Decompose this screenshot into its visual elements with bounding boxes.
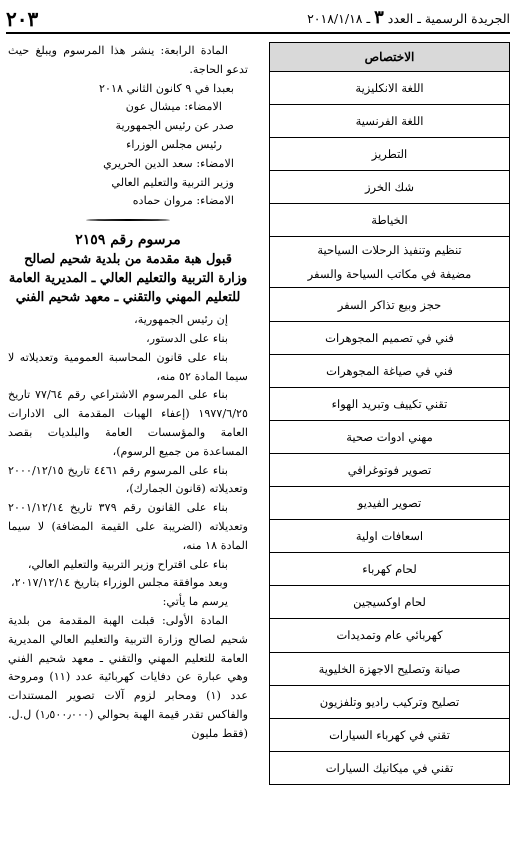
article-four: المادة الرابعة: ينشر هذا المرسوم ويبلغ حيث تدعو الحاجة. <box>8 44 248 76</box>
pm-signature: الامضاء: سعد الدين الحريري <box>103 156 234 170</box>
president-signature: الامضاء: ميشال عون <box>125 100 222 114</box>
date-line: بعبدا في ٩ كانون الثاني ٢٠١٨ <box>99 81 234 95</box>
table-row: لحام كهرباء <box>270 553 510 586</box>
paragraph: وبعد موافقة مجلس الوزراء بتاريخ ٢٠١٧/١٢/١٤، <box>11 576 228 590</box>
pm-title: رئيس مجلس الوزراء <box>126 137 222 151</box>
table-row: تصوير الفيديو <box>270 487 510 520</box>
table-row: الخياطة <box>270 204 510 237</box>
row-line: مضيفة في مكاتب السياحة والسفر <box>307 267 472 282</box>
separator <box>8 215 248 225</box>
decree-heading <box>8 231 248 307</box>
paragraph: بناء على اقتراح وزير التربية والتعليم العالي، <box>27 557 228 571</box>
journal-title <box>307 7 510 32</box>
paragraph: بناء على المرسوم الاشتراعي رقم ٧٧/٦٤ تاريخ ١٩٧٧/٦/٢٥ (إعفاء الهبات المقدمة الى الادارات العامة والمؤسسات العامة والبلديات بقصد المساعدة من جميع الرسوم)، <box>8 388 248 458</box>
table-row: تقني في كهرباء السيارات <box>270 718 510 751</box>
table-row: شك الخرز <box>270 171 510 204</box>
table-row: حجز وبيع تذاكر السفر <box>270 288 510 321</box>
table-row: اللغة الانكليزية <box>270 72 510 105</box>
journal-name: الجريدة الرسمية ـ العدد <box>387 11 510 26</box>
issue-date: ـ ٢٠١٨/١/١٨ <box>307 11 371 26</box>
table-header: الاختصاص <box>270 43 510 72</box>
table-row: تصوير فوتوغرافي <box>270 453 510 486</box>
article-one: المادة الأولى: قبلت الهبة المقدمة من بلدية شحيم لصالح وزارة التربية والتعليم العالي المديرية العامة للتعليم المهني والتقني ـ معهد شحيم الفني وهي عبارة عن دفايات كهربائية عدد (١١) ومروحة عدد (١) ومحابر لزوم آلات تصوير المستندات والفاكس تقدر قيمة الهبة بحوالي (١٫٥٠٠٫٠٠٠) ل.ل. (فقط مليون <box>8 613 249 740</box>
paragraph: بناء على القانون رقم ٣٧٩ تاريخ ٢٠٠١/١٢/١٤ وتعديلاته (الضريبة على القيمة المضافة) لا سيما المادة ١٨ منه، <box>8 501 248 552</box>
paragraph: بناء على المرسوم رقم ٤٤٦١ تاريخ ٢٠٠٠/١٢/١٥ وتعديلاته (قانون الجمارك)، <box>8 463 248 496</box>
paragraph: بناء على قانون المحاسبة العمومية وتعديلاته لا سيما المادة ٥٢ منه، <box>8 350 248 383</box>
paragraph: يرسم ما يأتي: <box>162 595 228 609</box>
decree-title: قبول هبة مقدمة من بلدية شحيم لصالح وزارة التربية والتعليم العالي ـ المديرية العامة للتعليم المهني والتقني ـ معهد شحيم الفني <box>8 252 248 306</box>
table-row: كهربائي عام وتمديدات <box>270 619 510 652</box>
specialties-table <box>269 42 510 785</box>
table-row: فني في صياغة المجوهرات <box>270 354 510 387</box>
table-row: فني في تصميم المجوهرات <box>270 321 510 354</box>
table-row: صيانة وتصليح الاجهزة الخليوية <box>270 652 510 685</box>
table-row: اللغة الفرنسية <box>270 105 510 138</box>
page-number: ٢٠٣ <box>6 7 39 31</box>
table-row: التطريز <box>270 138 510 171</box>
table-row: لحام اوكسيجين <box>270 586 510 619</box>
row-line: تنظيم وتنفيذ الرحلات السياحية <box>317 243 462 258</box>
minister-signature: الامضاء: مروان حماده <box>132 194 234 208</box>
table-row: تقني تكييف وتبريد الهواء <box>270 387 510 420</box>
paragraph: إن رئيس الجمهورية، <box>134 313 228 327</box>
table-row: تصليح وتركيب راديو وتلفزيون <box>270 685 510 718</box>
table-row: تقني في ميكانيك السيارات <box>270 751 510 784</box>
paragraph: بناء على الدستور، <box>146 331 228 345</box>
table-row: مهني ادوات صحية <box>270 420 510 453</box>
page-header <box>6 6 510 34</box>
decree-number: مرسوم رقم ٢١٥٩ <box>75 232 181 249</box>
minister-title: وزير التربية والتعليم العالي <box>111 175 234 189</box>
issued-by: صدر عن رئيس الجمهورية <box>115 119 234 133</box>
issue-number: ٣ <box>374 7 384 28</box>
text-column <box>8 42 248 744</box>
table-row <box>270 237 510 288</box>
table-row: اسعافات اولية <box>270 520 510 553</box>
